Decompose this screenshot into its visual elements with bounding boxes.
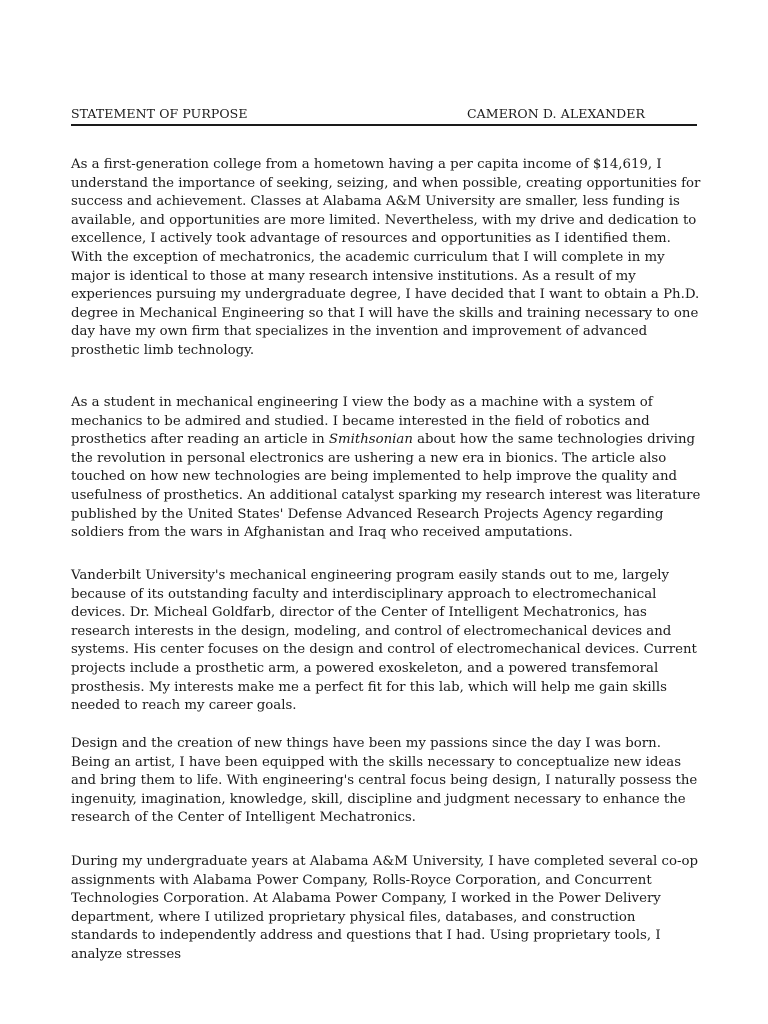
document-title: STATEMENT OF PURPOSE bbox=[71, 106, 248, 121]
paragraph-2-before: As a student in mechanical engineering I view the body as a machine with a system of mechanics to be admired and studied. I became interested in the field of robotics and prosthetics after reading an article in bbox=[71, 395, 653, 448]
document-header bbox=[71, 106, 697, 126]
paragraph-4: Design and the creation of new things have been my passions since the day I was born. Being an artist, I have been equipped with the skills necessary to conceptualize new ideas and bring them to life. With engineering's central focus being design, I naturally possess the ingenuity, imagination, knowledge, skill, discipline and judgment necessary to enhance the research of the Center of Intelligent Mechatronics. bbox=[71, 736, 698, 826]
paragraph-2-after: about how the same technologies driving the revolution in personal electronics are ushering a new era in bionics. The article also touched on how new technologies are being implemented to help improve the quality and usefulness of prosthetics. An additional catalyst sparking my research interest was literature published by the United States' Defense Advanced Research Projects Agency regarding soldiers from the wars in Afghanistan and Iraq who received amputations. bbox=[71, 432, 701, 541]
paragraph-3: Vanderbilt University's mechanical engineering program easily stands out to me, largely because of its outstanding faculty and interdisciplinary approach to electromechanical devices. Dr. Micheal Goldfarb, director of the Center of Intelligent Mechatronics, has research interests in the design, modeling, and control of electromechanical devices and systems. His center focuses on the design and control of electromechanical devices. Current projects include a prosthetic arm, a powered exoskeleton, and a powered transfemoral prosthesis. My interests make me a perfect fit for this lab, which will help me gain skills needed to reach my career goals. bbox=[71, 568, 697, 714]
paragraph-1: As a first-generation college from a hometown having a per capita income of $14,619, I understand the importance of seeking, seizing, and when possible, creating opportunities for success and achievement. Classes at Alabama A&M University are smaller, less funding is available, and opportunities are more limited. Nevertheless, with my drive and dedication to excellence, I actively took advantage of resources and opportunities as I identified them. With the exception of mechatronics, the academic curriculum that I will complete in my major is identical to those at many research intensive institutions. As a result of my experiences pursuing my undergraduate degree, I have decided that I want to obtain a Ph.D. degree in Mechanical Engineering so that I will have the skills and training necessary to one day have my own firm that specializes in the invention and improvement of advanced prosthetic limb technology. bbox=[71, 157, 701, 358]
publication-title: Smithsonian bbox=[328, 432, 413, 448]
paragraph-2 bbox=[71, 394, 701, 543]
author-name: CAMERON D. ALEXANDER bbox=[467, 106, 646, 121]
paragraph-5: During my undergraduate years at Alabama A&M University, I have completed several co-op assignments with Alabama Power Company, Rolls-Royce Corporation, and Concurrent Technologies Corporation. At Alabama Power Company, I worked in the Power Delivery department, where I utilized proprietary physical files, databases, and construction standards to independently address and questions that I had. Using proprietary tools, I analyze stresses bbox=[71, 854, 698, 962]
